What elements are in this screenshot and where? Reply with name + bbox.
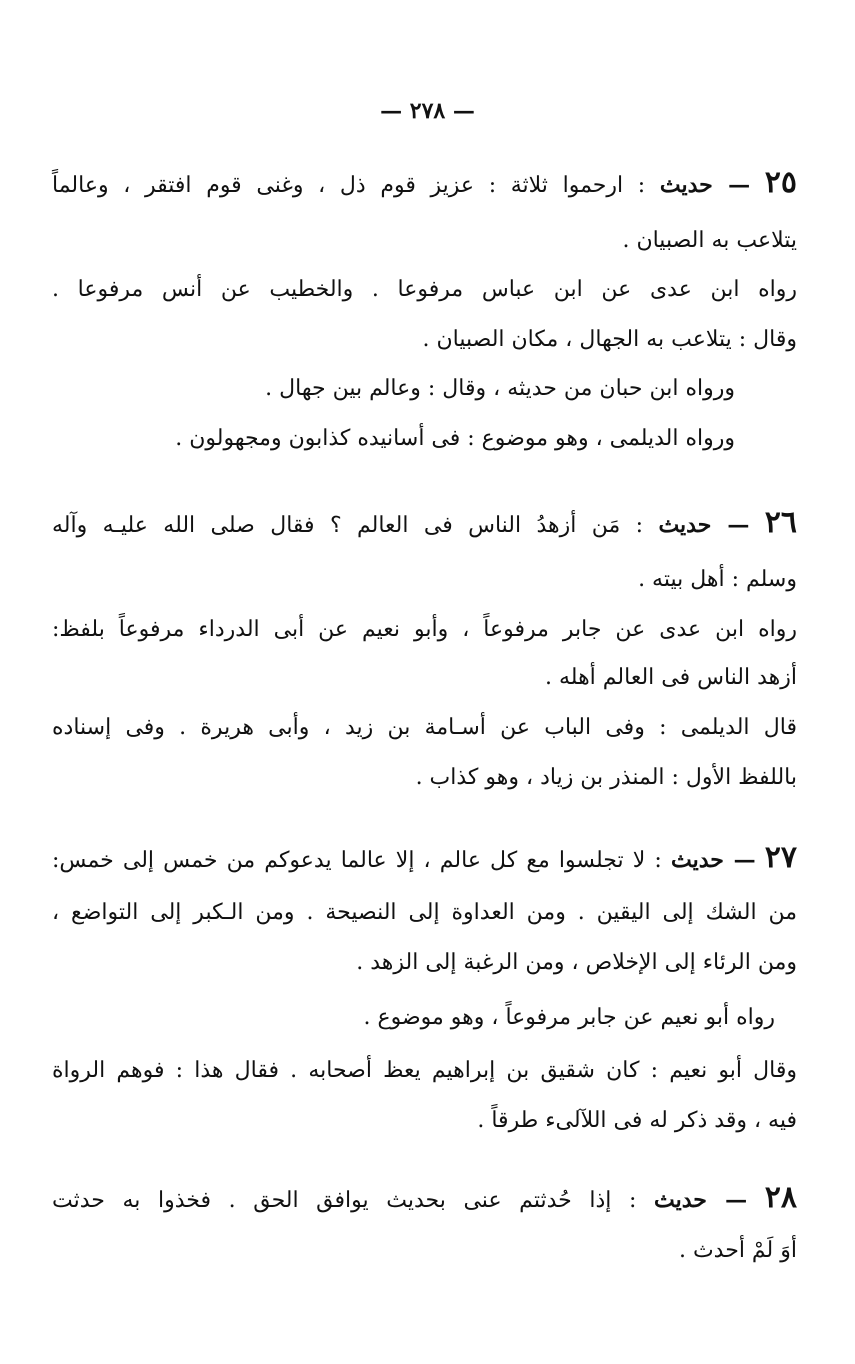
- hadith-label: — حديث: [659, 172, 751, 198]
- text-line: رواه أبو نعيم عن جابر مرفوعاً ، وهو موضوع .: [363, 1005, 775, 1030]
- hadith-number: ٢٨: [764, 1180, 797, 1215]
- text-line: وقال أبو نعيم : كان شقيق بن إبراهيم يعظ أصحابه . فقال هذا : فوهم الرواة: [52, 1058, 797, 1083]
- hadith-number: ٢٥: [764, 165, 797, 200]
- text-line: من الشك إلى اليقين . ومن العداوة إلى النصيحة . ومن الـكبر إلى التواضع ،: [52, 900, 797, 925]
- hadith-27-heading-line: [52, 840, 797, 876]
- text-line: ومن الرئاء إلى الإخلاص ، ومن الرغبة إلى الزهد .: [356, 950, 797, 975]
- hadith-text: : ارحموا ثلاثة : عزيز قوم ذل ، وغنى قوم افتقر ، وعالماً: [52, 173, 646, 198]
- hadith-label: — حديث: [670, 847, 756, 873]
- hadith-text: : مَن أزهدُ الناس فى العالم ؟ فقال صلى الله عليـه وآله: [52, 513, 644, 538]
- hadith-28-heading-line: [52, 1180, 797, 1216]
- page-number: — ٢٧٨ —: [380, 98, 475, 124]
- hadith-26-heading-line: [52, 505, 797, 541]
- text-line: وقال : يتلاعب به الجهال ، مكان الصبيان .: [422, 327, 797, 352]
- text-line: أزهد الناس فى العالم أهله .: [545, 665, 797, 690]
- hadith-text: : إذا حُدثتم عنى بحديث يوافق الحق . فخذوا به حدثت: [52, 1188, 637, 1213]
- hadith-text: : لا تجلسوا مع كل عالم ، إلا عالما يدعوكم من خمس إلى خمس:: [52, 848, 662, 873]
- hadith-number: ٢٧: [764, 840, 797, 875]
- text-line: رواه ابن عدى عن ابن عباس مرفوعا . والخطيب عن أنس مرفوعا .: [52, 277, 797, 302]
- text-line: فيه ، وقد ذكر له فى اللآلىء طرقاً .: [477, 1108, 797, 1133]
- text-line: رواه ابن عدى عن جابر مرفوعاً ، وأبو نعيم عن أبى الدرداء مرفوعاً بلفظ:: [52, 617, 797, 642]
- hadith-25-heading-line: [52, 165, 797, 201]
- text-line: أوَ لَمْ أحدث .: [678, 1238, 797, 1263]
- text-line: ورواه ابن حبان من حديثه ، وقال : وعالم بين جهال .: [265, 376, 735, 401]
- text-line: يتلاعب به الصبيان .: [622, 228, 797, 253]
- hadith-label: — حديث: [658, 512, 750, 538]
- hadith-number: ٢٦: [764, 505, 797, 540]
- hadith-label: — حديث: [653, 1187, 748, 1213]
- text-line: قال الديلمى : وفى الباب عن أسـامة بن زيد ، وأبى هريرة . وفى إسناده: [52, 715, 797, 740]
- text-line: ورواه الديلمى ، وهو موضوع : فى أسانيده كذابون ومجهولون .: [175, 426, 735, 451]
- text-line: وسلم : أهل بيته .: [638, 567, 797, 592]
- text-line: باللفظ الأول : المنذر بن زياد ، وهو كذاب .: [415, 765, 797, 790]
